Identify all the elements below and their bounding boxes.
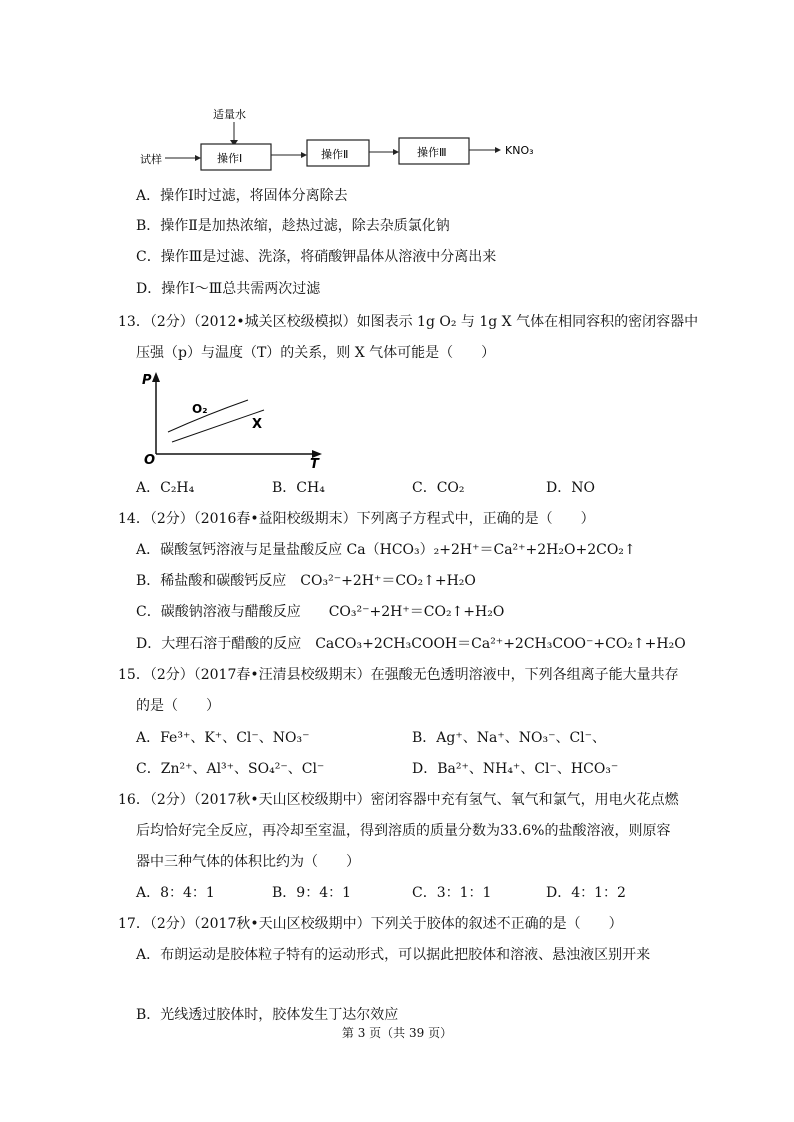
q15-stem-line2: 的是（ ） (136, 698, 220, 714)
y-axis-label: P (142, 373, 152, 388)
op3-label: 操作Ⅲ (417, 146, 447, 159)
q15-option-c: C．Zn²⁺、Al³⁺、SO₄²⁻、Cl⁻ (136, 761, 325, 777)
q16-option-c: C．3：1：1 (412, 885, 492, 901)
o2-curve (168, 400, 248, 432)
q14-option-a: A．碳酸氢钙溶液与足量盐酸反应 Ca（HCO₃）₂+2H⁺＝Ca²⁺+2H₂O+2CO₂↑ (136, 542, 636, 558)
q14-option-b: B．稀盐酸和碳酸钙反应 CO₃²⁻+2H⁺＝CO₂↑+H₂O (136, 573, 476, 589)
process-flow-diagram (135, 100, 565, 180)
q12-option-c: C．操作Ⅲ是过滤、洗涤，将硝酸钾晶体从溶液中分离出来 (136, 249, 497, 265)
q15-option-a: A．Fe³⁺、K⁺、Cl⁻、NO₃⁻ (136, 730, 310, 746)
q12-option-a: A．操作Ⅰ时过滤，将固体分离除去 (136, 188, 348, 204)
q16-stem-line2: 后均恰好完全反应，再冷却至室温，得到溶质的质量分数为33.6%的盐酸溶液，则原容 (136, 823, 671, 839)
arrowhead-3-product (495, 147, 501, 153)
q16-option-a: A．8：4：1 (136, 885, 215, 901)
q15-option-d: D．Ba²⁺、NH₄⁺、Cl⁻、HCO₃⁻ (412, 761, 619, 777)
sample-label: 试样 (140, 153, 162, 166)
arrowhead-2-3 (393, 149, 399, 155)
o2-curve-label: O₂ (192, 402, 208, 416)
q14-option-d: D．大理石溶于醋酸的反应 CaCO₃+2CH₃COOH＝Ca²⁺+2CH₃COO⁻+CO₂↑+H₂O (136, 636, 686, 652)
op1-label: 操作Ⅰ (217, 152, 243, 165)
arrowhead-1-2 (301, 152, 307, 158)
pressure-temperature-graph (138, 368, 338, 470)
q12-option-d: D．操作Ⅰ～Ⅲ总共需两次过滤 (136, 281, 321, 297)
q13-stem-line1: 13．（2分）（2012•城关区校级模拟）如图表示 1g O₂ 与 1g X 气体在相同容积的密闭容器中 (118, 314, 699, 330)
q17-option-a: A．布朗运动是胶体粒子特有的运动形式，可以据此把胶体和溶液、悬浊液区别开来 (136, 947, 651, 963)
q12-option-b: B．操作Ⅱ是加热浓缩，趁热过滤，除去杂质氯化钠 (136, 218, 450, 234)
q15-stem-line1: 15．（2分）（2017春•汪清县校级期末）在强酸无色透明溶液中，下列各组离子能大量共存 (118, 667, 679, 683)
q14-stem: 14．（2分）（2016春•益阳校级期末）下列离子方程式中，正确的是（ ） (118, 511, 595, 527)
x-curve-label: X (252, 417, 263, 432)
q17-stem: 17．（2分）（2017秋•天山区校级期中）下列关于胶体的叙述不正确的是（ ） (118, 916, 623, 932)
sample-arrowhead (195, 155, 201, 161)
q16-option-b: B．9：4：1 (272, 885, 352, 901)
q15-option-b: B．Ag⁺、Na⁺、NO₃⁻、Cl⁻、 (412, 730, 607, 746)
q16-option-d: D．4：1：2 (546, 885, 626, 901)
y-axis-arrow (152, 372, 160, 382)
origin-label: O (144, 453, 156, 468)
x-axis-label: T (310, 457, 319, 470)
q13-option-d: D．NO (546, 480, 595, 496)
q16-stem-line3: 器中三种气体的体积比约为（ ） (136, 854, 360, 870)
product-label: KNO₃ (505, 144, 534, 157)
q16-stem-line1: 16．（2分）（2017秋•天山区校级期中）密闭容器中充有氢气、氧气和氯气，用电火花点燃 (118, 792, 679, 808)
q17-option-b: B．光线透过胶体时，胶体发生丁达尔效应 (136, 1007, 399, 1023)
q13-option-a: A．C₂H₄ (136, 480, 195, 496)
q13-option-b: B．CH₄ (272, 480, 325, 496)
x-curve (172, 410, 264, 442)
q14-option-c: C．碳酸钠溶液与醋酸反应 CO₃²⁻+2H⁺＝CO₂↑+H₂O (136, 604, 505, 620)
q13-stem-line2: 压强（p）与温度（T）的关系，则 X 气体可能是（ ） (136, 345, 496, 361)
q13-option-c: C．CO₂ (412, 480, 465, 496)
water-label: 适量水 (213, 108, 246, 121)
op2-label: 操作Ⅱ (321, 148, 349, 161)
page-footer: 第 3 页（共 39 页） (341, 1026, 453, 1040)
